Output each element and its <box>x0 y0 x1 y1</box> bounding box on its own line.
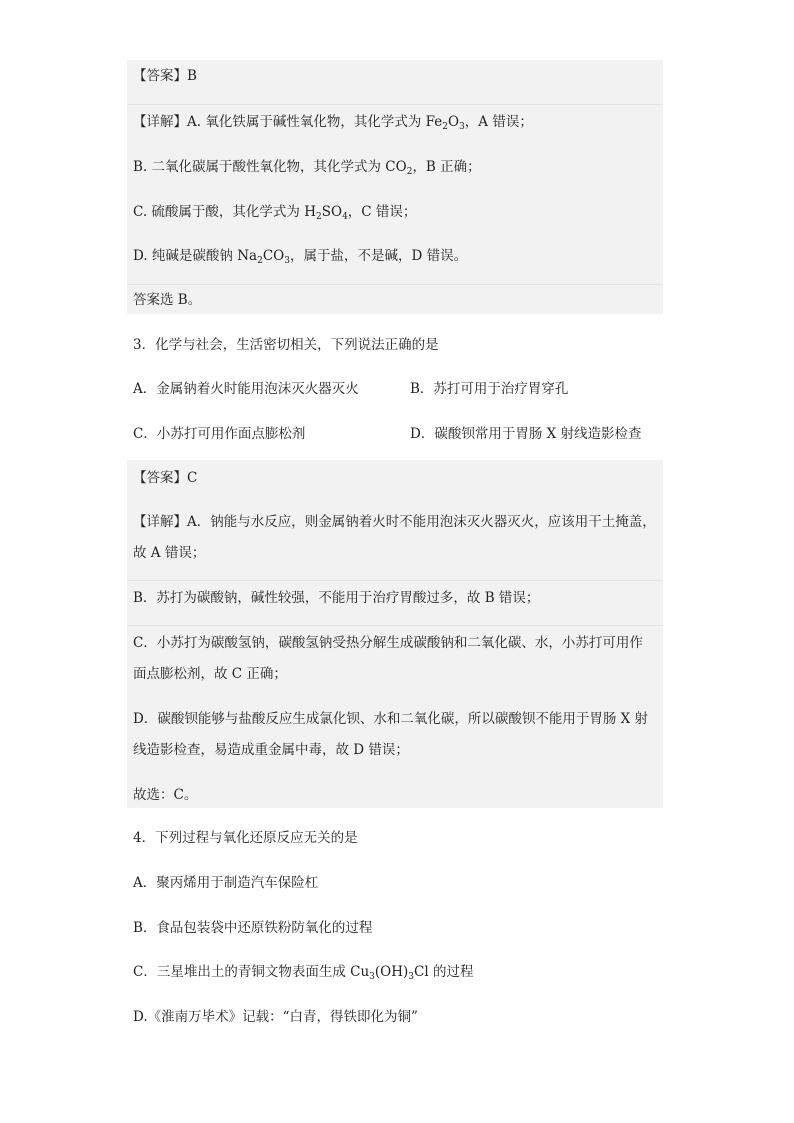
q3-option-d: D．碳酸钡常用于胃肠 X 射线造影检查 <box>410 426 642 442</box>
q2-conclusion: 答案选 B。 <box>133 292 202 308</box>
divider <box>127 284 663 285</box>
q3-option-c: C．小苏打可用作面点膨松剂 <box>133 426 306 442</box>
answer-block-q2 <box>127 60 663 314</box>
divider <box>127 104 663 105</box>
q2-detail-c: C. 硫酸属于酸，其化学式为 $H_2SO_4$，C 错误； <box>133 204 417 222</box>
q3-detail-a-line1: 【详解】A．钠能与水反应，则金属钠着火时不能用泡沫灭火器灭火，应该用干土掩盖， <box>133 514 656 530</box>
q4-option-d: D.《淮南万毕术》记载：“白青，得铁即化为铜” <box>133 1009 418 1025</box>
q4-option-b: B．食品包装袋中还原铁粉防氧化的过程 <box>133 920 373 936</box>
q3-option-b: B．苏打可用于治疗胃穿孔 <box>410 381 569 397</box>
q3-conclusion: 故选：C。 <box>133 787 198 803</box>
q2-detail-a: 【详解】A. 氧化铁属于碱性氧化物，其化学式为 $Fe_2O_3$，A 错误； <box>133 114 533 132</box>
q2-detail-d: D. 纯碱是碳酸钠 $Na_2CO_3$，属于盐，不是碱，D 错误。 <box>133 248 468 266</box>
q3-detail-c-line1: C．小苏打为碳酸氢钠，碳酸氢钠受热分解生成碳酸钠和二氧化碳、水，小苏打可用作 <box>133 635 643 651</box>
q3-detail-a-line2: 故 A 错误； <box>133 545 206 561</box>
q4-stem: 4．下列过程与氧化还原反应无关的是 <box>133 830 358 846</box>
q3-stem: 3．化学与社会，生活密切相关，下列说法正确的是 <box>133 337 439 353</box>
q3-detail-d-line1: D．碳酸钡能够与盐酸反应生成氯化钡、水和二氧化碳，所以碳酸钡不能用于胃肠 X 射 <box>133 711 649 727</box>
divider <box>127 580 663 581</box>
q3-answer-line: 【答案】C <box>133 470 198 486</box>
divider <box>127 625 663 626</box>
q3-option-a: A．金属钠着火时能用泡沫灭火器灭火 <box>133 381 359 397</box>
q4-option-c: C．三星堆出土的青铜文物表面生成 $Cu_3(OH)_3Cl$ 的过程 <box>133 964 474 982</box>
q2-answer-line: 【答案】B <box>133 68 197 84</box>
q3-detail-c-line2: 面点膨松剂，故 C 正确； <box>133 666 287 682</box>
q4-option-a: A．聚丙烯用于制造汽车保险杠 <box>133 875 319 891</box>
q3-detail-b: B．苏打为碳酸钠，碱性较强，不能用于治疗胃酸过多，故 B 错误； <box>133 590 540 606</box>
q2-detail-b: B. 二氧化碳属于酸性氧化物，其化学式为 $CO_2$，B 正确； <box>133 159 481 177</box>
q3-detail-d-line2: 线造影检查，易造成重金属中毒，故 D 错误； <box>133 742 409 758</box>
